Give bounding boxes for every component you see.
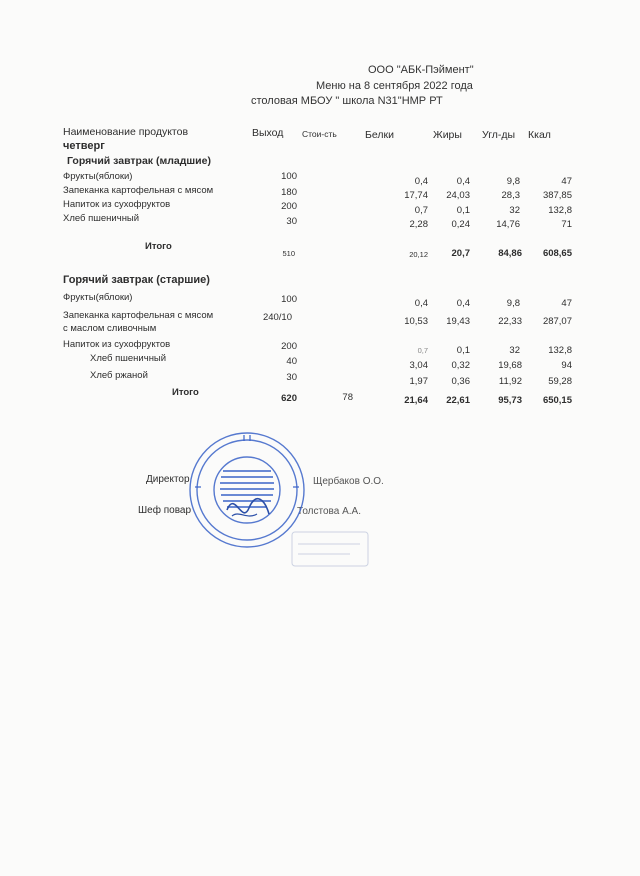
col-header-output: Выход xyxy=(252,127,284,139)
total-proteins: 21,64 xyxy=(404,395,428,406)
row-carbs: 9,8 xyxy=(506,176,520,187)
row-proteins: 17,74 xyxy=(404,190,428,201)
row-carbs: 32 xyxy=(509,345,520,356)
row-name: Хлеб пшеничный xyxy=(63,213,140,224)
row-output: 200 xyxy=(281,201,297,212)
row-carbs: 22,33 xyxy=(498,316,522,327)
row-fats: 0,36 xyxy=(451,376,470,387)
row-kcal: 132,8 xyxy=(548,205,572,216)
row-fats: 0,1 xyxy=(456,205,470,216)
col-header-fats: Жиры xyxy=(433,129,462,141)
total-cost: 78 xyxy=(342,392,353,403)
total-fats: 20,7 xyxy=(451,248,470,259)
row-output: 30 xyxy=(286,216,297,227)
row-carbs: 19,68 xyxy=(498,360,522,371)
col-header-proteins: Белки xyxy=(365,129,394,141)
row-carbs: 28,3 xyxy=(501,190,520,201)
total-carbs: 95,73 xyxy=(498,395,522,406)
section-title-senior: Горячий завтрак (старшие) xyxy=(63,274,210,286)
row-name: Хлеб ржаной xyxy=(90,370,148,381)
row-carbs: 11,92 xyxy=(498,376,522,387)
total-output: 620 xyxy=(281,393,297,404)
total-output: 510 xyxy=(282,249,295,258)
row-fats: 24,03 xyxy=(446,190,470,201)
faint-stamp-icon xyxy=(290,530,370,570)
col-header-kcal: Ккал xyxy=(528,129,551,141)
row-proteins: 1,97 xyxy=(409,376,428,387)
row-name: Фрукты(яблоки) xyxy=(63,292,133,303)
total-fats: 22,61 xyxy=(446,395,470,406)
total-label: Итого xyxy=(145,241,172,252)
col-header-carbs: Угл-ды xyxy=(482,129,516,141)
row-kcal: 132,8 xyxy=(548,345,572,356)
row-proteins: 10,53 xyxy=(404,316,428,327)
row-kcal: 387,85 xyxy=(542,190,572,201)
chef-label: Шеф повар xyxy=(138,505,192,516)
day-label: четверг xyxy=(63,140,105,152)
section-title-junior: Горячий завтрак (младшие) xyxy=(67,155,211,167)
row-name: Запеканка картофельная с мясом xyxy=(63,185,214,196)
row-proteins: 3,04 xyxy=(409,360,428,371)
row-kcal: 47 xyxy=(561,298,572,309)
col-header-name: Наименование продуктов xyxy=(63,126,189,138)
row-output: 200 xyxy=(281,341,297,352)
total-proteins: 20,12 xyxy=(409,250,428,259)
row-fats: 0,4 xyxy=(456,176,470,187)
row-name: Напиток из сухофруктов xyxy=(63,339,171,350)
official-stamp-icon xyxy=(187,430,307,550)
company-name: ООО "АБК-Пэймент" xyxy=(368,64,474,76)
row-output: 30 xyxy=(286,372,297,383)
col-header-cost: Стои-сть xyxy=(302,129,337,139)
row-output: 180 xyxy=(281,187,297,198)
canteen-name: столовая МБОУ " школа N31"НМР РТ xyxy=(251,95,443,107)
row-kcal: 71 xyxy=(561,219,572,230)
director-label: Директор xyxy=(146,474,190,485)
row-kcal: 94 xyxy=(561,360,572,371)
row-fats: 0,4 xyxy=(456,298,470,309)
total-carbs: 84,86 xyxy=(498,248,522,259)
row-fats: 19,43 xyxy=(446,316,470,327)
row-fats: 0,32 xyxy=(451,360,470,371)
row-kcal: 47 xyxy=(561,176,572,187)
menu-date: Меню на 8 сентября 2022 года xyxy=(316,80,473,92)
total-kcal: 650,15 xyxy=(542,395,572,406)
row-kcal: 59,28 xyxy=(548,376,572,387)
row-output: 40 xyxy=(286,356,297,367)
director-name: Щербаков О.О. xyxy=(313,476,384,487)
row-name: Напиток из сухофруктов xyxy=(63,199,171,210)
row-kcal: 287,07 xyxy=(542,316,572,327)
row-proteins: 0,4 xyxy=(414,298,428,309)
row-fats: 0,24 xyxy=(451,219,470,230)
row-name: Хлеб пшеничный xyxy=(90,353,167,364)
total-kcal: 608,65 xyxy=(542,248,572,259)
chef-name: Толстова А.А. xyxy=(297,506,361,517)
row-name-continued: с маслом сливочным xyxy=(63,323,157,334)
row-name: Фрукты(яблоки) xyxy=(63,171,133,182)
row-carbs: 32 xyxy=(509,205,520,216)
row-proteins: 0,7 xyxy=(414,205,428,216)
row-carbs: 14,76 xyxy=(496,219,520,230)
row-fats: 0,1 xyxy=(456,345,470,356)
row-output: 100 xyxy=(281,294,297,305)
row-carbs: 9,8 xyxy=(506,298,520,309)
row-proteins: 0,4 xyxy=(414,176,428,187)
row-proteins: 2,28 xyxy=(409,219,428,230)
row-output: 240/10 xyxy=(262,312,292,323)
row-name: Запеканка картофельная с мясом xyxy=(63,310,214,321)
total-label: Итого xyxy=(172,387,199,398)
row-output: 100 xyxy=(281,171,297,182)
row-proteins: 0,7 xyxy=(417,346,428,355)
